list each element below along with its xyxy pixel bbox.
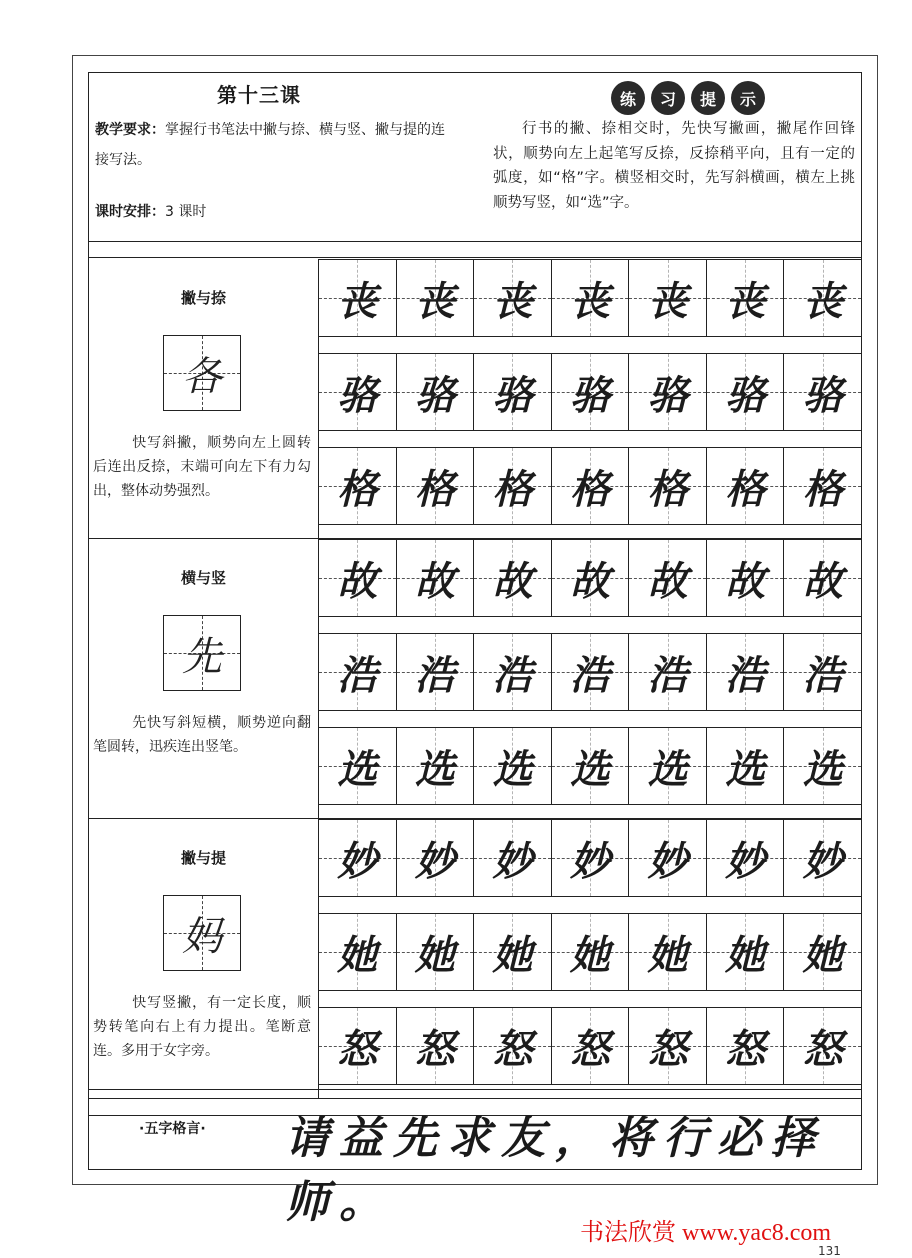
practice-cell — [551, 1008, 629, 1084]
practice-cell — [783, 448, 861, 524]
calligraphy-character: 妙 — [492, 837, 533, 885]
calligraphy-character: 格 — [725, 465, 766, 513]
spacer-row — [89, 241, 861, 258]
calligraphy-character: 她 — [414, 931, 455, 979]
practice-cell — [319, 1008, 396, 1084]
calligraphy-character: 骆 — [725, 371, 766, 419]
calligraphy-character: 丧 — [337, 277, 378, 325]
practice-row — [319, 1007, 861, 1085]
practice-row — [319, 633, 861, 711]
calligraphy-character: 丧 — [647, 277, 688, 325]
practice-cell — [628, 820, 706, 896]
class-hours — [95, 201, 206, 221]
practice-row — [319, 447, 861, 525]
practice-cell — [628, 728, 706, 804]
calligraphy-character: 选 — [414, 745, 455, 793]
sample-character-box — [163, 335, 241, 411]
calligraphy-character: 格 — [492, 465, 533, 513]
lesson-header — [89, 73, 861, 242]
calligraphy-character: 浩 — [647, 651, 688, 699]
practice-cell — [396, 354, 474, 430]
calligraphy-character: 妙 — [725, 837, 766, 885]
requirement-label: 教学要求： — [95, 122, 165, 138]
practice-cell — [551, 448, 629, 524]
practice-cell — [396, 820, 474, 896]
calligraphy-character: 怒 — [570, 1025, 611, 1073]
practice-cell — [551, 914, 629, 990]
practice-cell — [319, 728, 396, 804]
practice-cell — [783, 354, 861, 430]
calligraphy-character: 她 — [492, 931, 533, 979]
practice-grid — [319, 819, 861, 1098]
calligraphy-character: 骆 — [570, 371, 611, 419]
practice-cell — [551, 540, 629, 616]
practice-row — [319, 819, 861, 897]
practice-cell — [783, 634, 861, 710]
practice-cell — [473, 728, 551, 804]
practice-row — [319, 353, 861, 431]
section-explanation — [89, 539, 319, 818]
section-title: 撇与提 — [180, 849, 226, 867]
practice-cell — [319, 260, 396, 336]
page-number: 131 — [818, 1244, 841, 1258]
practice-section — [89, 539, 861, 819]
practice-cell — [706, 354, 784, 430]
practice-cell — [628, 1008, 706, 1084]
calligraphy-character: 骆 — [802, 371, 843, 419]
section-explanation — [89, 259, 319, 538]
practice-cell — [473, 540, 551, 616]
practice-cell — [783, 540, 861, 616]
practice-grid — [319, 539, 861, 818]
sample-character-box — [163, 895, 241, 971]
calligraphy-character: 故 — [570, 557, 611, 605]
calligraphy-character: 丧 — [802, 277, 843, 325]
calligraphy-character: 怒 — [802, 1025, 843, 1073]
practice-grid — [319, 259, 861, 538]
calligraphy-character: 选 — [725, 745, 766, 793]
section-explanation — [89, 819, 319, 1098]
calligraphy-character: 选 — [647, 745, 688, 793]
tips-badge: 提 — [691, 81, 725, 115]
calligraphy-character: 骆 — [647, 371, 688, 419]
calligraphy-character: 选 — [492, 745, 533, 793]
calligraphy-character: 故 — [492, 557, 533, 605]
practice-cell — [319, 540, 396, 616]
calligraphy-character: 浩 — [414, 651, 455, 699]
calligraphy-character: 妙 — [337, 837, 378, 885]
calligraphy-character: 怒 — [647, 1025, 688, 1073]
calligraphy-character: 浩 — [492, 651, 533, 699]
practice-cell — [473, 914, 551, 990]
calligraphy-character: 妙 — [802, 837, 843, 885]
calligraphy-character: 骆 — [414, 371, 455, 419]
section-description: 快写竖撇，有一定长度，顺势转笔向右上有力提出。笔断意连。多用于女字旁。 — [93, 995, 311, 1059]
practice-cell — [551, 728, 629, 804]
calligraphy-character: 她 — [570, 931, 611, 979]
calligraphy-character: 怒 — [492, 1025, 533, 1073]
calligraphy-character: 她 — [802, 931, 843, 979]
calligraphy-character: 她 — [337, 931, 378, 979]
practice-cell — [473, 820, 551, 896]
calligraphy-character: 妙 — [414, 837, 455, 885]
practice-cell — [473, 634, 551, 710]
watermark: 书法欣赏 www.yac8.com — [580, 1220, 832, 1246]
lesson-page — [88, 72, 862, 1228]
practice-cell — [396, 448, 474, 524]
practice-cell — [551, 634, 629, 710]
calligraphy-character: 格 — [570, 465, 611, 513]
practice-cell — [783, 820, 861, 896]
practice-cell — [396, 728, 474, 804]
sample-character: 各 — [182, 353, 222, 400]
calligraphy-character: 骆 — [337, 371, 378, 419]
section-title: 横与竖 — [180, 569, 226, 587]
calligraphy-character: 妙 — [647, 837, 688, 885]
practice-cell — [319, 914, 396, 990]
practice-cell — [628, 260, 706, 336]
practice-cell — [396, 634, 474, 710]
sample-character: 妈 — [182, 913, 222, 960]
tips-badge: 练 — [611, 81, 645, 115]
section-description: 先快写斜短横，顺势逆向翻笔圆转，迅疾连出竖笔。 — [93, 715, 311, 755]
practice-tips-heading — [611, 81, 765, 115]
practice-row — [319, 539, 861, 617]
calligraphy-character: 故 — [647, 557, 688, 605]
calligraphy-character: 选 — [802, 745, 843, 793]
practice-cell — [551, 354, 629, 430]
calligraphy-character: 妙 — [570, 837, 611, 885]
hours-value: 3 课时 — [165, 204, 207, 220]
practice-cell — [706, 448, 784, 524]
calligraphy-character: 浩 — [802, 651, 843, 699]
requirement-text: 掌握行书笔法中撇与捺、横与竖、撇与提的连接写法。 — [95, 122, 445, 168]
calligraphy-character: 怒 — [725, 1025, 766, 1073]
practice-cell — [783, 260, 861, 336]
practice-cell — [706, 914, 784, 990]
calligraphy-character: 故 — [337, 557, 378, 605]
practice-cell — [628, 354, 706, 430]
practice-cell — [706, 540, 784, 616]
calligraphy-character: 她 — [725, 931, 766, 979]
calligraphy-character: 故 — [414, 557, 455, 605]
practice-cell — [706, 1008, 784, 1084]
practice-cell — [706, 728, 784, 804]
practice-cell — [396, 1008, 474, 1084]
tips-badge: 习 — [651, 81, 685, 115]
calligraphy-character: 丧 — [570, 277, 611, 325]
sample-character-box — [163, 615, 241, 691]
calligraphy-character: 故 — [802, 557, 843, 605]
practice-cell — [473, 448, 551, 524]
calligraphy-character: 她 — [647, 931, 688, 979]
calligraphy-character: 丧 — [414, 277, 455, 325]
calligraphy-character: 故 — [725, 557, 766, 605]
practice-cell — [319, 820, 396, 896]
calligraphy-character: 浩 — [725, 651, 766, 699]
practice-cell — [551, 820, 629, 896]
calligraphy-character: 丧 — [725, 277, 766, 325]
practice-cell — [628, 540, 706, 616]
practice-cell — [396, 260, 474, 336]
practice-cell — [396, 914, 474, 990]
practice-section — [89, 819, 861, 1099]
practice-cell — [319, 634, 396, 710]
calligraphy-character: 格 — [802, 465, 843, 513]
hours-label: 课时安排： — [95, 204, 165, 220]
practice-cell — [473, 1008, 551, 1084]
calligraphy-character: 格 — [337, 465, 378, 513]
sample-character: 先 — [182, 633, 222, 680]
practice-row — [319, 259, 861, 337]
practice-cell — [551, 260, 629, 336]
practice-cell — [628, 634, 706, 710]
calligraphy-character: 格 — [647, 465, 688, 513]
practice-cell — [706, 820, 784, 896]
practice-cell — [319, 354, 396, 430]
calligraphy-character: 浩 — [570, 651, 611, 699]
practice-cell — [783, 728, 861, 804]
practice-cell — [628, 448, 706, 524]
motto-calligraphy: 请益先求友，将行必择师。 — [285, 1113, 825, 1228]
motto-row — [89, 1089, 861, 1228]
section-description: 快写斜撇，顺势向左上圆转后连出反捺，末端可向左下有力勾出，整体动势强烈。 — [93, 435, 311, 499]
practice-cell — [396, 540, 474, 616]
section-title: 撇与捺 — [180, 289, 226, 307]
calligraphy-character: 浩 — [337, 651, 378, 699]
lesson-title: 第十三课 — [217, 83, 301, 107]
practice-section — [89, 259, 861, 539]
practice-tips-text: 行书的撇、捺相交时，先快写撇画，撇尾作回锋状，顺势向左上起笔写反捺，反捺稍平向，且有一定的弧度，如“格”字。横竖相交时，先写斜横画，横左上挑顺势写竖，如“选”字。 — [493, 121, 855, 211]
practice-cell — [706, 260, 784, 336]
calligraphy-character: 骆 — [492, 371, 533, 419]
calligraphy-character: 格 — [414, 465, 455, 513]
calligraphy-character: 怒 — [337, 1025, 378, 1073]
calligraphy-character: 选 — [570, 745, 611, 793]
calligraphy-character: 怒 — [414, 1025, 455, 1073]
practice-cell — [706, 634, 784, 710]
practice-cell — [473, 260, 551, 336]
tips-badge: 示 — [731, 81, 765, 115]
teaching-requirement — [95, 115, 455, 175]
practice-row — [319, 913, 861, 991]
practice-cell — [319, 448, 396, 524]
calligraphy-character: 选 — [337, 745, 378, 793]
calligraphy-character: 丧 — [492, 277, 533, 325]
practice-cell — [783, 914, 861, 990]
practice-cell — [783, 1008, 861, 1084]
motto-label: ·五字格言· — [139, 1121, 206, 1137]
practice-row — [319, 727, 861, 805]
practice-cell — [628, 914, 706, 990]
practice-cell — [473, 354, 551, 430]
